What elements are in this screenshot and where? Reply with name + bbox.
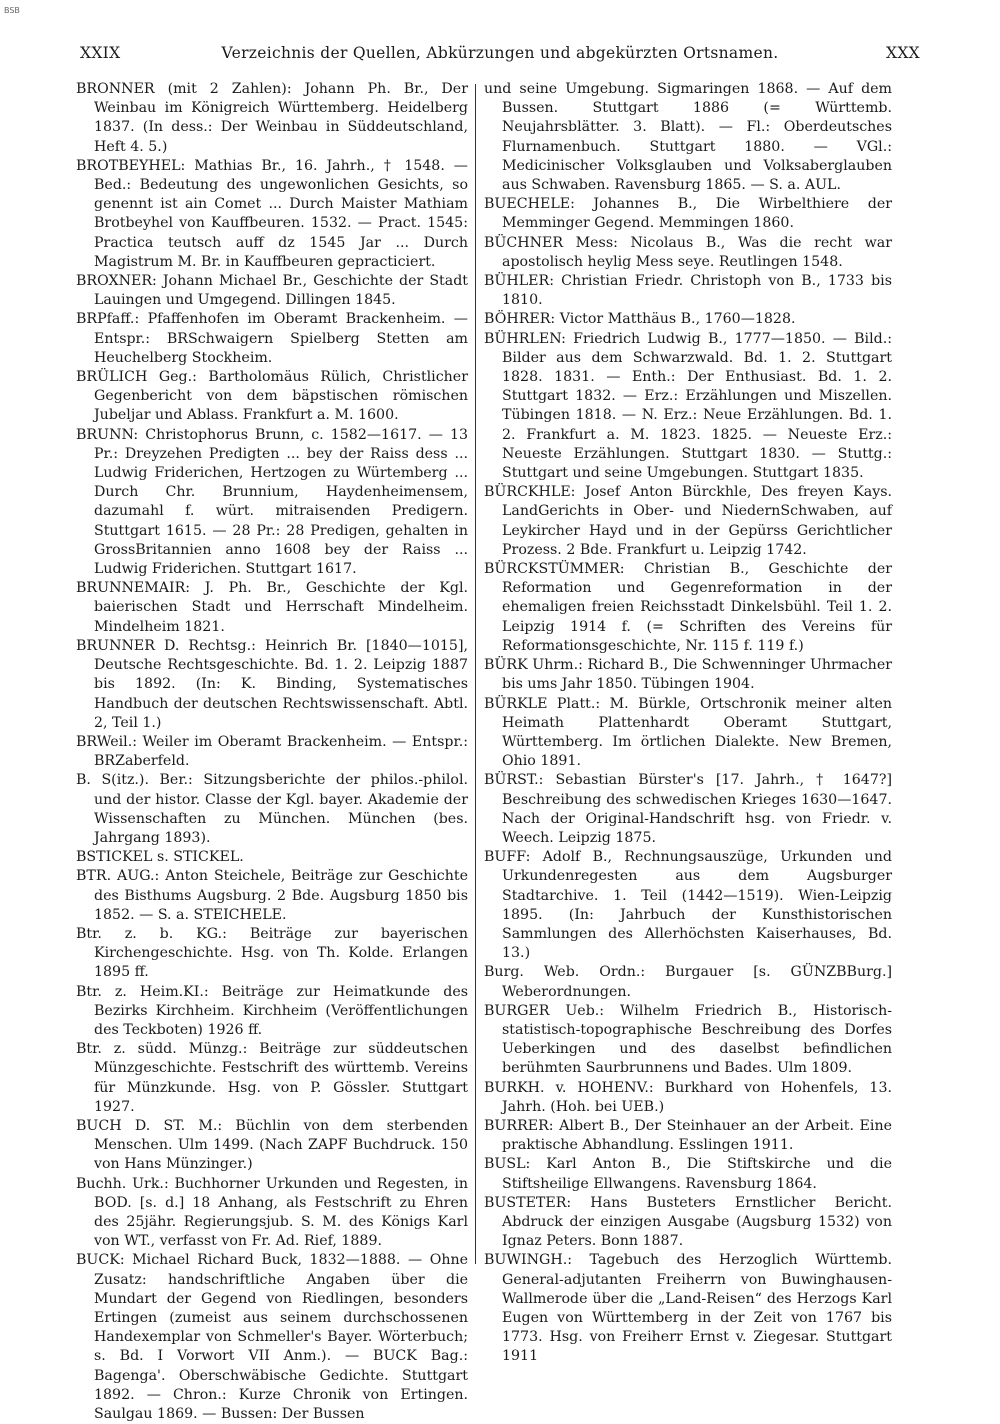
bibliography-entry: Btr. z. Heim.KI.: Beiträge zur Heimatkunde des Bezirks Kirchheim. Kirchheim (Veröffentlichungen des Teckboten) 1926 ff. [76,983,468,1038]
bibliography-entry: BÜRKLE Platt.: M. Bürkle, Ortschronik meiner alten Heimath Plattenhardt Oberamt Stuttgart, Württemberg. Im örtlichen Dialekte. New Bremen, Ohio 1891. [484,695,892,770]
right-column [484,80,892,1370]
bibliography-entry: BROTBEYHEL: Mathias Br., 16. Jahrh., † 1548. — Bed.: Bedeutung des ungewonlichen Gesichts, so genennt ist ain Comet ... Durch Maister Mathiam Brotbeyhel von Kauffbeuren. 1532. — Pract. 1545: Practica teutsch auff dz 1545 Jar ... Durch Magistrum M. Br. in Kauffbeuren gepracticiert. [76,157,468,270]
bibliography-entry: Buchh. Urk.: Buchhorner Urkunden und Regesten, in BOD. [s. d.] 18 Anhang, als Festschrift zu Ehren des 25jähr. Regierungsjub. S. M. des Königs Karl von WT., verfasst von Fr. Ad. Rief, 1889. [76,1175,468,1250]
running-header [80,44,920,68]
bibliography-entry: BUCK: Michael Richard Buck, 1832—1888. — Ohne Zusatz: handschriftliche Angaben über die Mundart der Gegend von Riedlingen, besonders Ertingen (zumeist aus seinem durchschossenen Handexemplar von Schmeller's Bayer. Wörterbuch; s. Bd. I Vorwort VII Anm.). — BUCK Bag.: Bagenga'. Oberschwäbische Gedichte. Stuttgart 1892. — Chron.: Kurze Chronik von Ertingen. Saulgau 1869. — Bussen: Der Bussen [76,1252,468,1423]
bibliography-entry: BRÜLICH Geg.: Bartholomäus Rülich, Christlicher Gegenbericht von dem bäpstischen römischen Jubeljar und Ablass. Frankfurt a. M. 1600. [76,369,468,424]
bibliography-entry: BROXNER: Johann Michael Br., Geschichte der Stadt Lauingen und Umgegend. Dillingen 1845. [76,273,468,309]
bibliography-entry: BÜRK Uhrm.: Richard B., Die Schwenninger Uhrmacher bis ums Jahr 1850. Tübingen 1904. [484,657,892,693]
bibliography-entry: BÜCHNER Mess: Nicolaus B., Was die recht war apostolisch heylig Mess seye. Reutlingen 1548. [484,234,892,270]
bibliography-entry: BRPfaff.: Pfaffenhofen im Oberamt Brackenheim. — Entspr.: BRSchwaigern Spielberg Stetten am Heuchelberg Stockheim. [76,311,468,366]
left-column [76,80,468,1423]
bibliography-entry: BUCH D. ST. M.: Büchlin von dem sterbenden Menschen. Ulm 1499. (Nach ZAPF Buchdruck. 150 von Hans Münzinger.) [76,1117,468,1173]
bibliography-entry: BUSTETER: Hans Busteters Ernstlicher Bericht. Abdruck der einzigen Ausgabe (Augsburg 1532) von Ignaz Peters. Bonn 1887. [484,1194,892,1250]
bibliography-entry: BTR. AUG.: Anton Steichele, Beiträge zur Geschichte des Bisthums Augsburg. 2 Bde. Augsburg 1850 bis 1852. — S. a. STEICHELE. [76,868,468,923]
bibliography-entry: BÜRCKHLE: Josef Anton Bürckhle, Des freyen Kays. LandGerichts in Ober- und NiedernSchwaben, auf Leykircher Hayd und in der Gepürss Gerichtlicher Prozess. 2 Bde. Frankfurt u. Leipzig 1742. [484,484,892,558]
bibliography-entry: BÜRST.: Sebastian Bürster's [17. Jahrh., † 1647?] Beschreibung des schwedischen Krieges 1630—1647. Nach der Original-Handschrift hsg. von Friedr. v. Weech. Leipzig 1875. [484,772,892,846]
page-number-right: XXX [885,44,920,62]
bibliography-entry: BUWINGH.: Tagebuch des Herzoglich Württemb. General-adjutanten Freiherrn von Buwinghausen-Wallmerode über die „Land-Reisen“ des Herzogs Karl Eugen von Württemberg in der Zeit von 1767 bis 1773. Hsg. von Freiherr Ernst v. Ziegesar. Stuttgart 1911 [484,1252,892,1365]
bibliography-entry: BRUNNEMAIR: J. Ph. Br., Geschichte der Kgl. baierischen Stadt und Herrschaft Mindelheim. Mindelheim 1821. [76,580,468,635]
bibliography-entry: BÜRCKSTÜMMER: Christian B., Geschichte der Reformation und Gegenreformation in der ehemaligen freien Reichsstadt Dinkelsbühl. Teil 1. 2. Leipzig 1914 f. (= Schriften des Vereins für Reformationsgeschichte, Nr. 115 f. 119 f.) [484,561,892,654]
bibliography-entry: Btr. z. b. KG.: Beiträge zur bayerischen Kirchengeschichte. Hsg. von Th. Kolde. Erlangen 1895 ff. [76,925,468,981]
bibliography-entry: BRWeil.: Weiler im Oberamt Brackenheim. — Entspr.: BRZaberfeld. [76,733,468,770]
bibliography-entry: BURKH. v. HOHENV.: Burkhard von Hohenfels, 13. Jahrh. (Hoh. bei UEB.) [484,1079,892,1115]
bibliography-entry: BURRER: Albert B., Der Steinhauer an der Arbeit. Eine praktische Abhandlung. Esslingen 1911. [484,1117,892,1154]
bibliography-entry: BÜHRLEN: Friedrich Ludwig B., 1777—1850. — Bild.: Bilder aus dem Schwarzwald. Bd. 1. 2. Stuttgart 1828. 1831. — Enth.: Der Enthusiast. Bd. 1. 2. Stuttgart 1832. — Erz.: Erzählungen und Miszellen. Tübingen 1818. — N. Erz.: Neue Erzählungen. Bd. 1. 2. Frankfurt a. M. 1823. 1825. — Neueste Erz.: Neueste Erzählungen. Stuttgart 1830. — Stuttg.: Stuttgart und seine Umgebungen. Stuttgart 1835. [484,330,892,482]
bibliography-entry: BUFF: Adolf B., Rechnungsauszüge, Urkunden und Urkundenregesten aus dem Augsburger Stadtarchive. 1. Teil (1442—1519). Wien-Leipzig 1895. (In: Jahrbuch der Kunsthistorischen Sammlungen des Allerhöchsten Kaiserhauses, Bd. 13.) [484,849,892,962]
bibliography-entry: BÜHLER: Christian Friedr. Christoph von B., 1733 bis 1810. [484,273,892,309]
bibliography-entry: BRONNER (mit 2 Zahlen): Johann Ph. Br., Der Weinbau im Königreich Württemberg. Heidelberg 1837. (In dess.: Der Weinbau in Süddeutschland, Heft 4. 5.) [76,81,468,155]
bibliography-entry: BÖHRER: Victor Matthäus B., 1760—1828. [484,311,796,328]
bibliography-entry: BUSL: Karl Anton B., Die Stiftskirche und die Stiftsheilige Ellwangens. Ravensburg 1864. [484,1156,892,1192]
bibliography-entry: BSTICKEL s. STICKEL. [76,849,244,866]
bibliography-entry: Burg. Web. Ordn.: Burgauer [s. GÜNZBBurg.] Weberordnungen. [484,964,892,1000]
bibliography-entry: BRUNNER D. Rechtsg.: Heinrich Br. [1840—1015], Deutsche Rechtsgeschichte. Bd. 1. 2. Leipzig 1887 bis 1892. (In: K. Binding, Systematisches Handbuch der deutschen Rechtswissenschaft. Abtl. 2, Teil 1.) [76,637,468,731]
column-divider [475,84,476,1264]
bibliography-entry: BRUNN: Christophorus Brunn, c. 1582—1617. — 13 Pr.: Dreyzehen Predigten ... bey der Raiss dess ... Ludwig Friderichen, Hertzogen zu Würtemberg ... Durch Chr. Brunnium, Haydenheimensem, dazumahl f. würt. mitraisenden Predigern. Stuttgart 1615. — 28 Pr.: 28 Predigen, gehalten in GrossBritannien anno 1608 bey der Raiss ... Ludwig Friderichen. Stuttgart 1617. [76,426,468,578]
bibliography-entry: BURGER Ueb.: Wilhelm Friedrich B., Historisch-statistisch-topographische Beschreibung des Dorfes Ueberkingen und des daselbst befindlichen berühmten Saurbrunnens und Bades. Ulm 1809. [484,1002,892,1077]
page-title: Verzeichnis der Quellen, Abkürzungen und abgekürzten Ortsnamen. [221,44,779,62]
bibliography-entry: und seine Umgebung. Sigmaringen 1868. — Auf dem Bussen. Stuttgart 1886 (= Württemb. Neujahrsblätter. 3. Blatt). — Fl.: Oberdeutsches Flurnamenbuch. Stuttgart 1880. — VGl.: Medicinischer Volksglauben und Volksaberglauben aus Schwaben. Ravensburg 1865. — S. a. AUL. [484,81,892,194]
library-stamp: BSB [4,6,20,15]
bibliography-entry: Btr. z. südd. Münzg.: Beiträge zur süddeutschen Münzgeschichte. Festschrift des württemb. Vereins für Münzkunde. Hsg. von P. Gössler. Stuttgart 1927. [76,1041,468,1115]
bibliography-entry: BUECHELE: Johannes B., Die Wirbelthiere der Memminger Gegend. Memmingen 1860. [484,196,892,232]
bibliography-entry: B. S(itz.). Ber.: Sitzungsberichte der philos.-philol. und der histor. Classe der Kgl. bayer. Akademie der Wissenschaften zu München. München (bes. Jahrgang 1893). [76,772,468,846]
page-number-left: XXIX [80,44,121,62]
